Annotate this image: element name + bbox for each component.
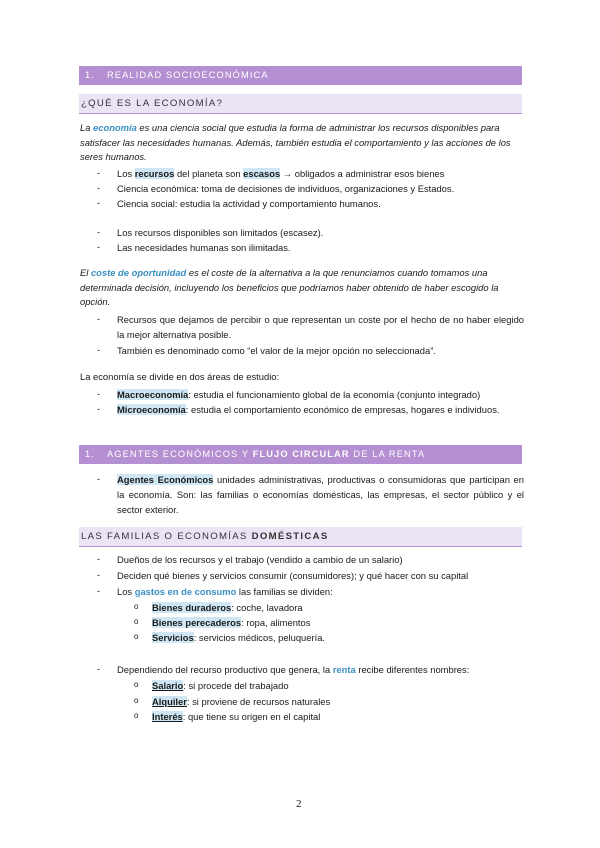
bullet-dash: - (97, 197, 101, 208)
section-1-header (79, 66, 522, 85)
bullet-necesidades-ilimitadas: Las necesidades humanas son ilimitadas. (117, 242, 291, 253)
bullet-agentes-economicos: Agentes Económicos unidades administrativas, productivas o consumidoras que participan en la economía. Son: las familias o economías domésticas, las empresas, el sector público y el sector exterior. (117, 474, 524, 515)
bullet-dash: - (97, 182, 101, 193)
section-2-header: 1. AGENTES ECONÓMICOS Y FLUJO CIRCULAR DE LA RENTA (79, 445, 522, 464)
bullet-valor-mejor-opcion: También es denominado como “el valor de la mejor opción no seleccionada”. (117, 345, 436, 356)
bullet-dash: - (97, 167, 101, 178)
bullet-dash: - (97, 585, 101, 596)
economy-definition: La economía es una ciencia social que estudia la forma de administrar los recursos disponibles para satisfacer las necesidades humanas. Además, también estudia el comportamiento y las acciones de los seres humanos. (80, 122, 511, 163)
bullet-dash: - (97, 344, 101, 355)
subsection-familias: LAS FAMILIAS O ECONOMÍAS DOMÉSTICAS (79, 527, 522, 547)
bullet-dash: - (97, 553, 101, 564)
bullet-recursos-percibir: Recursos que dejamos de percibir o que representan un coste por el hecho de no haber elegido la mejor alternativa posible. (117, 314, 524, 340)
bullet-deciden-bienes: Deciden qué bienes y servicios consumir (consumidores); y qué hacer con su capital (117, 570, 469, 581)
sub-alquiler: Alquiler: si proviene de recursos naturales (152, 696, 331, 707)
bullet-circle: o (134, 632, 139, 641)
bullet-duenos-recursos: Dueños de los recursos y el trabajo (vendido a cambio de un salario) (117, 554, 403, 565)
keyword-coste-oportunidad: coste de oportunidad (90, 267, 187, 278)
keyword-economia: economía (93, 122, 137, 133)
opportunity-cost-definition: El coste de oportunidad es el coste de la alternativa a la que renunciamos cuando tomamos una determinada decisión, incluyendo los beneficios que podríamos haber obtenido de haber escogido la opción. (80, 267, 499, 308)
section-1-title: REALIDAD SOCIOECONÓMICA (106, 70, 269, 80)
sub-bienes-perecaderos: Bienes perecaderos: ropa, alimentos (152, 617, 311, 628)
bullet-circle: o (134, 696, 139, 705)
bullet-dash: - (97, 569, 101, 580)
bullet-gastos-consumo: Los gastos en de consumo las familias se dividen: (117, 586, 333, 597)
subsection-que-es-economia: ¿QUÉ ES LA ECONOMÍA? (79, 94, 522, 114)
bullet-recursos-escasos: Los recursos del planeta son escasos → obligados a administrar esos bienes (117, 168, 445, 179)
bullet-renta: Dependiendo del recurso productivo que genera, la renta recibe diferentes nombres: (117, 664, 470, 675)
bullet-circle: o (134, 680, 139, 689)
page-number: 2 (296, 798, 302, 810)
sub-servicios: Servicios: servicios médicos, peluquería. (152, 632, 326, 643)
sub-salario: Salario: si procede del trabajado (152, 680, 289, 691)
bullet-recursos-limitados: Los recursos disponibles son limitados (escasez). (117, 227, 324, 238)
bullet-microeconomia: Microeconomía: estudia el comportamiento económico de empresas, hogares e individuos. (117, 404, 500, 415)
bullet-dash: - (97, 403, 101, 414)
sub-interes: Interés: que tiene su origen en el capital (152, 711, 321, 722)
bullet-dash: - (97, 473, 101, 484)
section-1-number: 1. (85, 70, 95, 80)
bullet-circle: o (134, 602, 139, 611)
bullet-ciencia-economica: Ciencia económica: toma de decisiones de individuos, organizaciones y Estados. (117, 183, 455, 194)
bullet-dash: - (97, 226, 101, 237)
bullet-dash: - (97, 313, 101, 324)
bullet-ciencia-social: Ciencia social: estudia la actividad y comportamiento humanos. (117, 198, 381, 209)
arrow-right-icon: → (282, 168, 293, 179)
areas-intro: La economía se divide en dos áreas de estudio: (80, 371, 280, 382)
bullet-circle: o (134, 711, 139, 720)
bullet-dash: - (97, 388, 101, 399)
section-2-number: 1. (85, 449, 95, 459)
bullet-dash: - (97, 241, 101, 252)
bullet-circle: o (134, 617, 139, 626)
sub-bienes-duraderos: Bienes duraderos: coche, lavadora (152, 602, 303, 613)
bullet-macroeconomia: Macroeconomía: estudia el funcionamiento global de la economía (conjunto integrado) (117, 389, 481, 400)
bullet-dash: - (97, 663, 101, 674)
